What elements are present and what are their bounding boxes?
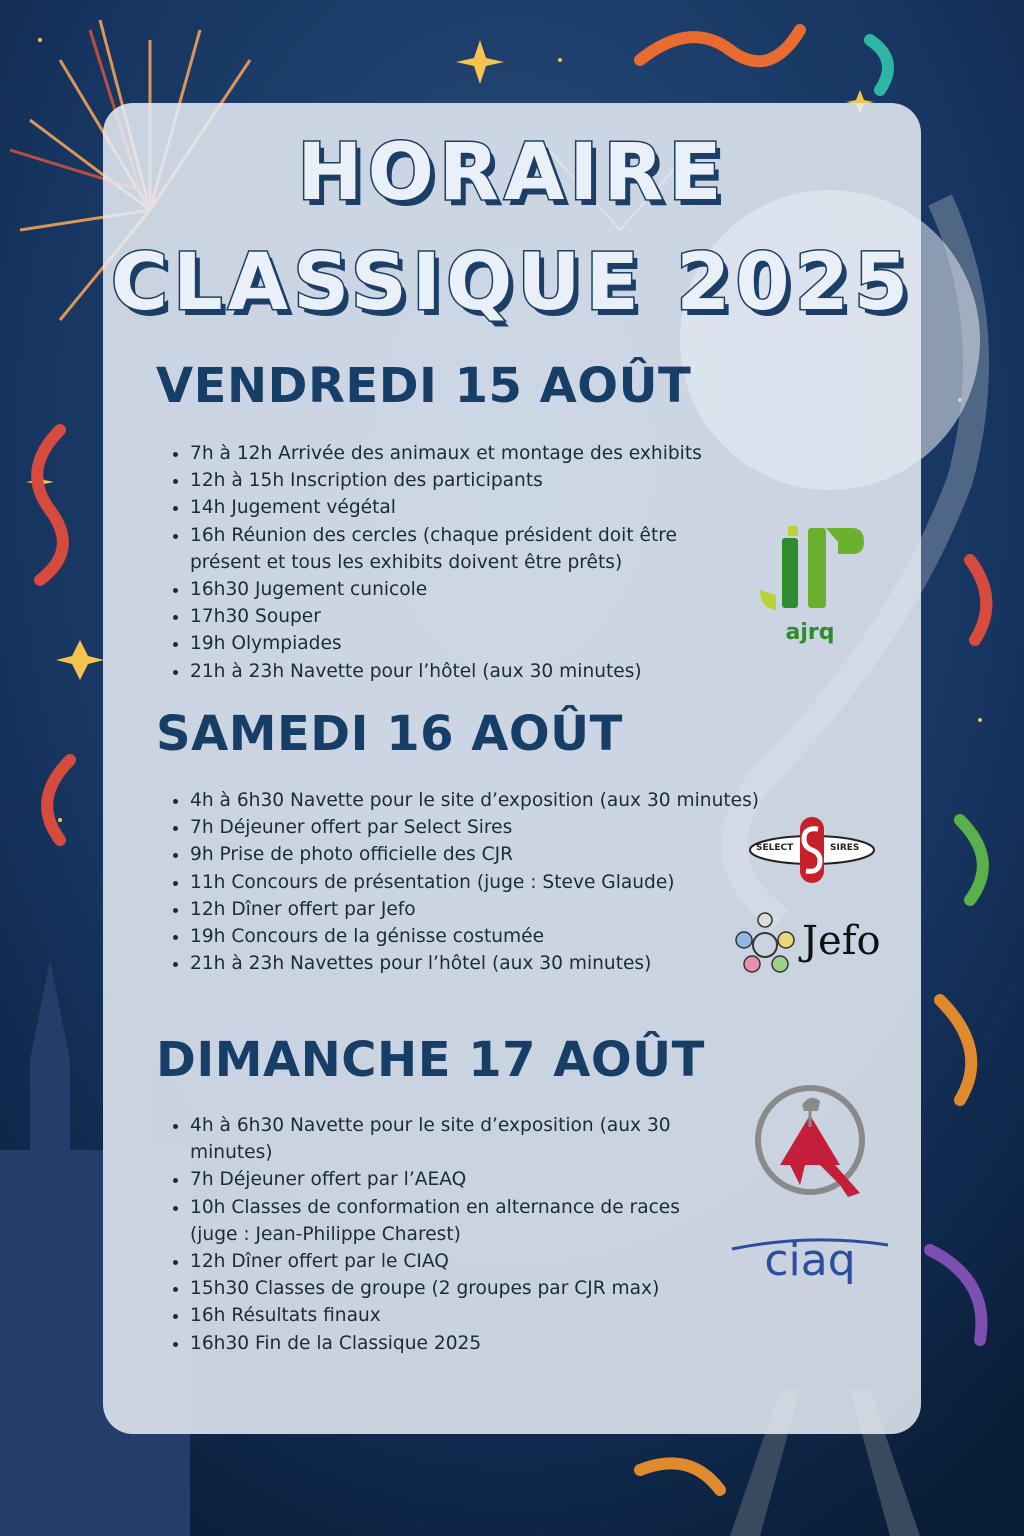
list-item: • 12h à 15h Inscription des participants (190, 467, 710, 494)
jefo-logo-text: Jefo (802, 918, 881, 964)
page-title-line-1: HORAIRE (297, 128, 727, 218)
list-item: • 21h à 23h Navette pour l’hôtel (aux 30 minutes) (190, 658, 710, 685)
day-heading-friday: VENDREDI 15 AOÛT (156, 358, 692, 414)
ciaq-logo-text: ciaq (764, 1235, 856, 1286)
list-item: • 16h Résultats finaux (190, 1302, 710, 1329)
day-heading-saturday: SAMEDI 16 AOÛT (156, 706, 623, 762)
list-item: • 11h Concours de présentation (juge : Steve Glaude) (190, 869, 770, 896)
list-item: • 12h Dîner offert par le CIAQ (190, 1248, 710, 1275)
list-item: • 19h Olympiades (190, 630, 710, 657)
list-item: • 21h à 23h Navettes pour l’hôtel (aux 30 minutes) (190, 950, 770, 977)
list-item: • 14h Jugement végétal (190, 494, 710, 521)
select-sires-left-text: SELECT (756, 843, 794, 853)
list-item: • 16h Réunion des cercles (chaque président doit être présent et tous les exhibits doivent être prêts) (190, 522, 710, 576)
list-item: • 9h Prise de photo officielle des CJR (190, 841, 770, 868)
ajrq-logo (752, 520, 868, 650)
list-item: • 4h à 6h30 Navette pour le site d’exposition (aux 30 minutes) (190, 1112, 710, 1166)
select-sires-logo (748, 815, 876, 885)
day-heading-sunday: DIMANCHE 17 AOÛT (156, 1032, 705, 1088)
list-item: • 16h30 Jugement cunicole (190, 576, 710, 603)
list-item: • 4h à 6h30 Navette pour le site d’exposition (aux 30 minutes) (190, 787, 770, 814)
list-item: • 10h Classes de conformation en alternance de races (juge : Jean-Philippe Charest) (190, 1194, 710, 1248)
jefo-logo (730, 910, 892, 980)
schedule-list-friday (168, 440, 710, 685)
ajrq-logo-text: ajrq (785, 620, 835, 645)
ciaq-emblem (730, 1075, 890, 1225)
ciaq-logo (730, 1075, 890, 1295)
list-item: • 15h30 Classes de groupe (2 groupes par CJR max) (190, 1275, 710, 1302)
list-item: • 7h Déjeuner offert par l’AEAQ (190, 1166, 710, 1193)
jefo-animals-icon (730, 910, 800, 980)
list-item: • 16h30 Fin de la Classique 2025 (190, 1330, 710, 1357)
schedule-list-saturday (168, 787, 770, 977)
list-item: • 7h à 12h Arrivée des animaux et montage des exhibits (190, 440, 710, 467)
list-item: • 17h30 Souper (190, 603, 710, 630)
list-item: • 19h Concours de la génisse costumée (190, 923, 770, 950)
list-item: • 12h Dîner offert par Jefo (190, 896, 770, 923)
list-item: • 7h Déjeuner offert par Select Sires (190, 814, 770, 841)
page-title-line-2: CLASSIQUE 2025 (110, 238, 914, 328)
select-sires-right-text: SIRES (830, 843, 860, 853)
schedule-list-sunday (168, 1112, 710, 1357)
